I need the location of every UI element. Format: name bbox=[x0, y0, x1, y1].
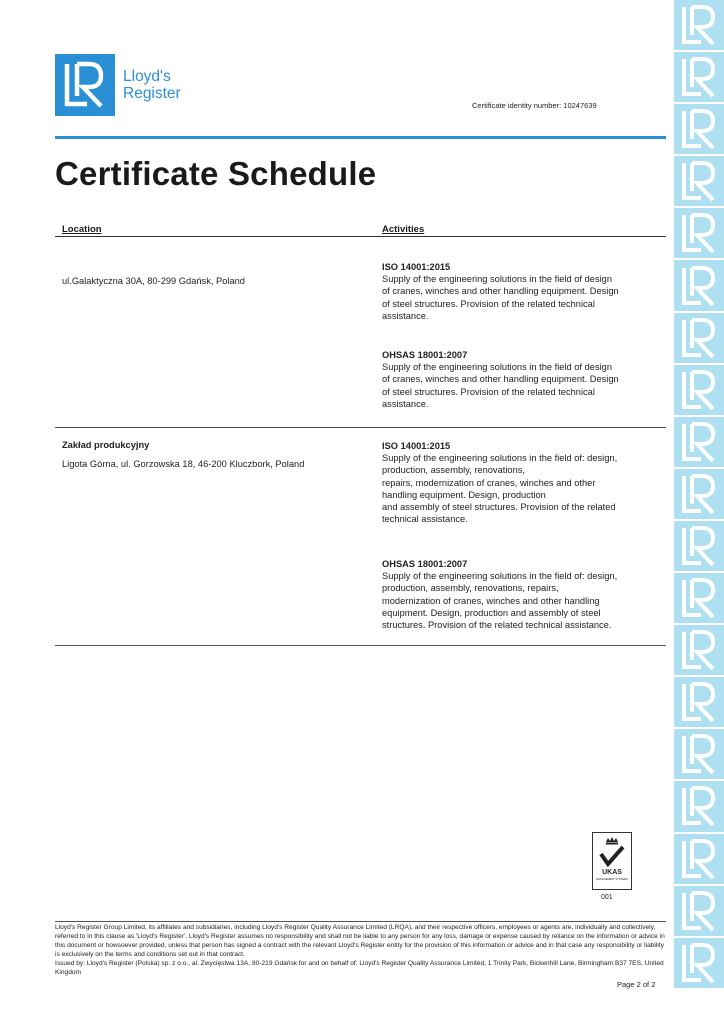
logo-line-1: Lloyd's bbox=[123, 68, 171, 85]
lr-watermark-icon bbox=[674, 104, 724, 156]
lr-watermark-icon bbox=[674, 781, 724, 833]
header-divider bbox=[55, 136, 666, 139]
lr-watermark-icon bbox=[674, 938, 724, 990]
lr-watermark-icon bbox=[674, 834, 724, 886]
lr-watermark-icon bbox=[674, 313, 724, 365]
location-column-header: Location bbox=[62, 224, 102, 235]
column-header-divider bbox=[55, 236, 666, 237]
footer-disclaimer: Lloyd's Register Group Limited, its affiliates and subsidiaries, including Lloyd's Register Quality Assurance Limited (LRQA), and their respective officers, employees or agents are, individually and collectively, referred to in this clause as 'Lloyd's Register'. Lloyd's Register assumes no responsibility and shall not be liable to any person for any loss, damage or expense caused by reliance on the information or advice in this document or howsoever provided, unless that person has signed a contract with the relevant Lloyd's Register entity for the provision of this information or advice and in that case any responsibility or liability is exclusively on the terms and conditions set out in that contract. bbox=[55, 924, 665, 958]
lr-watermark-icon bbox=[674, 52, 724, 104]
row-divider bbox=[55, 427, 666, 428]
lr-watermark-icon bbox=[674, 521, 724, 573]
decorative-logo-strip bbox=[674, 0, 724, 1024]
lr-watermark-icon bbox=[674, 677, 724, 729]
lr-watermark-icon bbox=[674, 156, 724, 208]
page-title: Certificate Schedule bbox=[55, 155, 377, 192]
lr-watermark-icon bbox=[674, 469, 724, 521]
lr-watermark-icon bbox=[674, 886, 724, 938]
lr-watermark-icon bbox=[674, 208, 724, 260]
ukas-name: UKAS bbox=[602, 869, 622, 876]
footer bbox=[55, 924, 666, 977]
ukas-accreditation-number: 001 bbox=[601, 894, 613, 901]
page-number: Page 2 of 2 bbox=[617, 980, 656, 989]
standard-name: OHSAS 18001:2007 bbox=[382, 559, 468, 569]
ukas-accreditation-mark bbox=[592, 832, 632, 890]
table-end-divider bbox=[55, 645, 666, 646]
activity-description: Supply of the engineering solutions in the field of: design, production, assembly, renovations, repairs, modernization of cranes, winches and other handling equipment. Design, production and assembly of steel structures. Provision of the related technical assistance. bbox=[382, 571, 618, 631]
lr-watermark-icon bbox=[674, 260, 724, 312]
row-2-activity-1 bbox=[382, 440, 667, 525]
activity-description: Supply of the engineering solutions in the field of design of cranes, winches and other handling equipment. Design of steel structures. Provision of the related technical assistance. bbox=[382, 362, 619, 409]
lloyds-register-logo bbox=[55, 54, 181, 116]
row-2-location-address: Ligota Górna, ul. Gorzowska 18, 46-200 Kluczbork, Poland bbox=[62, 459, 305, 469]
row-2-location-name: Zakład produkcyjny bbox=[62, 440, 150, 450]
lr-monogram-icon bbox=[55, 54, 115, 116]
activity-description: Supply of the engineering solutions in the field of: design, production, assembly, renovations, repairs, modernization of cranes, winches and other handling equipment. Design, production and assembly of steel structures. Provision of the related technical assistance. bbox=[382, 453, 618, 525]
row-1-location-address: ul.Galaktyczna 30A, 80-299 Gdańsk, Poland bbox=[62, 276, 245, 286]
row-1-activity-2 bbox=[382, 349, 667, 410]
ukas-subtitle: MANAGEMENT SYSTEMS bbox=[596, 878, 628, 881]
standard-name: ISO 14001:2015 bbox=[382, 441, 451, 451]
row-2-activity-2 bbox=[382, 558, 667, 631]
activities-column-header: Activities bbox=[382, 224, 425, 235]
activity-description: Supply of the engineering solutions in the field of design of cranes, winches and other handling equipment. Design of steel structures. Provision of the related technical assistance. bbox=[382, 274, 619, 321]
footer-divider bbox=[55, 921, 666, 922]
lr-watermark-icon bbox=[674, 365, 724, 417]
logo-line-2: Register bbox=[123, 85, 181, 102]
lr-watermark-icon bbox=[674, 729, 724, 781]
standard-name: ISO 14001:2015 bbox=[382, 262, 451, 272]
certificate-identity-number: Certificate identity number: 10247639 bbox=[472, 101, 597, 110]
lr-watermark-icon bbox=[674, 417, 724, 469]
row-1-activity-1 bbox=[382, 261, 667, 322]
ukas-crown-tick-icon bbox=[595, 836, 629, 884]
lr-watermark-icon bbox=[674, 625, 724, 677]
footer-issued-by: Issued by: Lloyd's Register (Polska) sp. z o.o., al. Zwycięstwa 13A, 80-219 Gdańsk for and on behalf of: Lloyd's Register Quality Assurance Limited, 1 Trinity Park, Bickenhill Lane, Birmingham B37 7ES, United Kingdom bbox=[55, 959, 664, 976]
standard-name: OHSAS 18001:2007 bbox=[382, 350, 468, 360]
lr-watermark-icon bbox=[674, 0, 724, 52]
lr-watermark-icon bbox=[674, 573, 724, 625]
